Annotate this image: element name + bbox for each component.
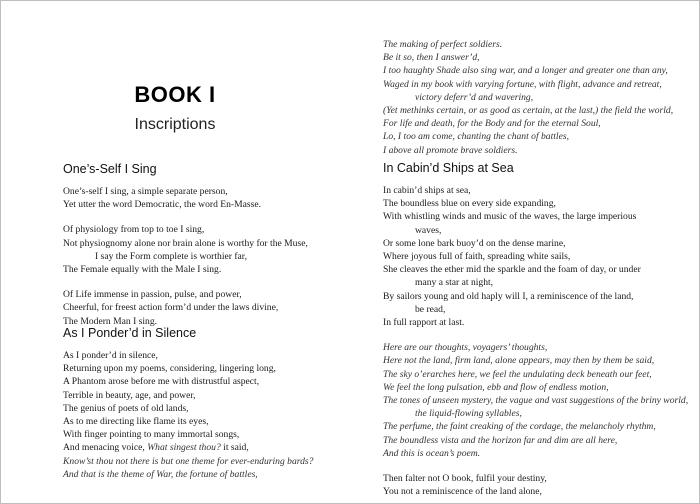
poem-line: Returning upon my poems, considering, lingering long,: [63, 363, 276, 375]
poem-line-suffix: it said,: [220, 442, 249, 454]
poem-line: The genius of poets of old lands,: [63, 402, 189, 414]
poem-line: You not a reminiscence of the land alone,: [383, 486, 542, 498]
poem-line-italic: What singest thou?: [147, 442, 221, 454]
poem-line: The making of perfect soldiers.: [383, 39, 503, 50]
poem-line: be read,: [415, 303, 446, 315]
poem-line: Terrible in beauty, age, and power,: [63, 389, 196, 401]
poem-title: As I Ponder’d in Silence: [63, 326, 197, 340]
poem-line-prefix: And menacing voice,: [63, 442, 148, 454]
poem-line: Where joyous full of faith, spreading white sails,: [383, 251, 571, 263]
poem-line: I above all promote brave soldiers.: [383, 144, 518, 156]
poem-line: The tones of unseen mystery, the vague and vast suggestions of the briny world,: [383, 395, 689, 407]
poem-line: waves,: [415, 224, 442, 236]
poem-line: As to me directing like flame its eyes,: [63, 416, 209, 428]
poem-line: many a star at night,: [415, 277, 494, 289]
poem-line: We feel the long pulsation, ebb and flow of endless motion,: [383, 381, 609, 393]
poem-line: The boundless blue on every side expanding,: [383, 198, 556, 210]
poem-line: I too haughty Shade also sing war, and a longer and greater one than any,: [383, 65, 668, 77]
poem-line: In full rapport at last.: [383, 317, 465, 329]
poem-line: Yet utter the word Democratic, the word En-Masse.: [63, 199, 262, 211]
poem-line: Waged in my book with varying fortune, with flight, advance and retreat,: [383, 78, 662, 90]
poem-as-i-ponderd-in-silence: [63, 326, 343, 481]
poem-line: She cleaves the ether mid the sparkle and the foam of day, or under: [383, 264, 641, 276]
poem-line: The boundless vista and the horizon far and dim are all here,: [383, 434, 618, 446]
poem-in-cabind-ships-at-sea: [383, 161, 689, 498]
poem-line: The Female equally with the Male I sing.: [63, 264, 222, 276]
poem-line: (Yet methinks certain, or as good as certain, at the last,) the field the world,: [383, 105, 674, 117]
poem-ones-self-i-sing: [63, 162, 343, 328]
poem-line: the liquid-flowing syllables,: [415, 408, 522, 420]
poem-line: Of physiology from top to toe I sing,: [63, 224, 205, 236]
book-subtitle: Inscriptions: [134, 116, 216, 133]
book-title: BOOK I: [134, 82, 216, 107]
poem-line: Here not the land, firm land, alone appears, may then by them be said,: [383, 355, 655, 367]
poem-line: Cheerful, for freest action form’d under the laws divine,: [63, 302, 279, 314]
poem-line: And that is the theme of War, the fortune of battles,: [63, 468, 258, 480]
poem-line: With whistling winds and music of the waves, the large imperious: [383, 211, 637, 223]
poem-line: With finger pointing to many immortal songs,: [63, 429, 240, 441]
poem-line: The Modern Man I sing.: [63, 315, 158, 327]
poem-line: The perfume, the faint creaking of the cordage, the melancholy rhythm,: [383, 421, 656, 433]
poem-line: Then falter not O book, fulfil your destiny,: [383, 473, 547, 485]
poem-line: I say the Form complete is worthier far,: [95, 250, 248, 262]
poem-line: Of Life immense in passion, pulse, and power,: [63, 289, 242, 301]
poem-line: [63, 441, 343, 454]
poem-line: And this is ocean’s poem.: [383, 447, 481, 459]
poem-line: The sky o’erarches here, we feel the undulating deck beneath our feet,: [383, 368, 652, 380]
poem-line: Here are our thoughts, voyagers’ thoughts,: [383, 342, 548, 354]
poem-line: In cabin’d ships at sea,: [383, 185, 471, 196]
right-page: [350, 0, 700, 504]
poem-line: By sailors young and old haply will I, a reminiscence of the land,: [383, 290, 634, 302]
poem-line: For life and death, for the Body and for the eternal Soul,: [383, 118, 601, 130]
poem-line: Know’st thou not there is but one theme for ever-enduring bards?: [63, 455, 314, 467]
poem-line: victory deferr’d and wavering,: [415, 91, 534, 103]
poem-continuation: [383, 38, 683, 157]
poem-line: A Phantom arose before me with distrustful aspect,: [63, 376, 260, 388]
poem-line: Or some lone bark buoy’d on the dense marine,: [383, 237, 566, 249]
poem-line: One’s-self I sing, a simple separate person,: [63, 186, 228, 197]
poem-line: Be it so, then I answer’d,: [383, 52, 480, 64]
poem-title: One’s-Self I Sing: [63, 162, 157, 176]
poem-line: Lo, I too am come, chanting the chant of battles,: [383, 131, 569, 143]
poem-line: Not physiognomy alone nor brain alone is worthy for the Muse,: [63, 237, 308, 249]
poem-line: As I ponder’d in silence,: [63, 350, 158, 361]
poem-title: In Cabin’d Ships at Sea: [383, 161, 514, 175]
